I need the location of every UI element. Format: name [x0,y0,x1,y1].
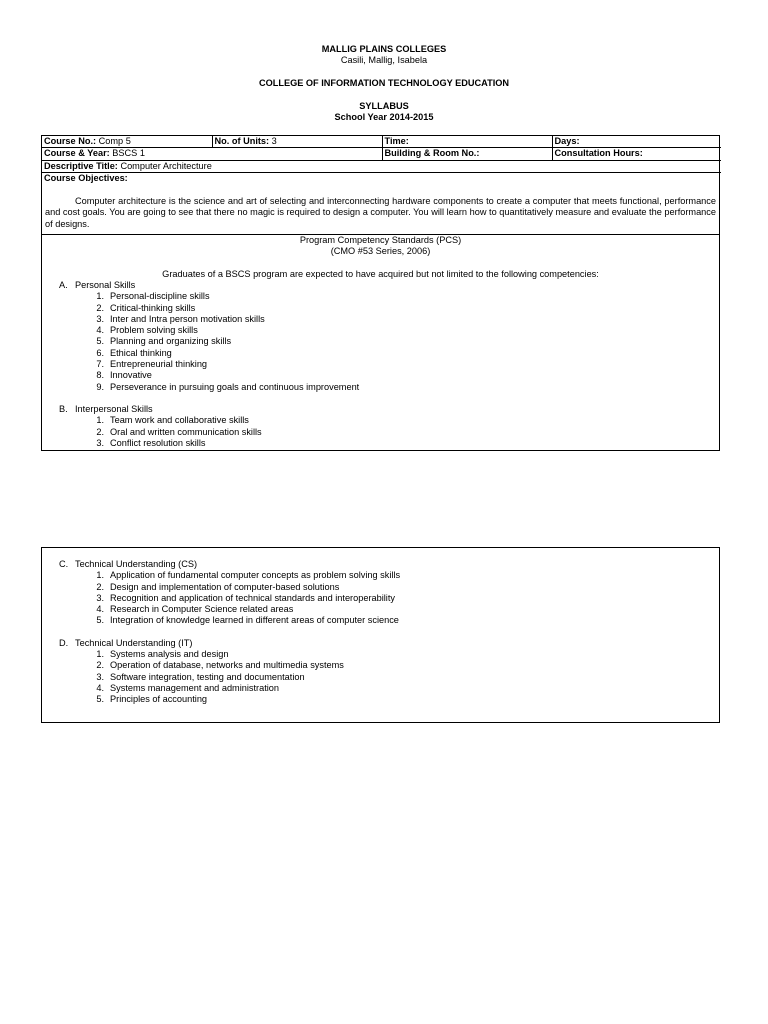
syllabus-box-page-2 [41,547,720,723]
days-label: Days: [554,136,580,146]
list-item: 6. Ethical thinking [96,347,172,358]
list-item: 5. Planning and organizing skills [96,336,232,347]
time-label: Time: [384,136,409,146]
pcs-subtitle: (CMO #53 Series, 2006) [330,246,431,257]
course-info-row [42,172,721,184]
list-item: 4. Systems management and administration [96,682,280,693]
units-label: No. of Units: [214,136,270,146]
group-name: Technical Understanding (IT) [75,637,193,648]
list-item: 1. Systems analysis and design [96,649,229,660]
list-item: 2. Operation of database, networks and multimedia systems [96,660,344,671]
list-item: 7. Entrepreneurial thinking [96,359,208,370]
pcs-section [42,235,719,449]
competency-list [42,570,719,626]
list-item: 1. Team work and collaborative skills [96,415,249,426]
group-letter: A. [59,279,68,290]
competency-list [42,649,719,705]
document-type: SYLLABUS [359,101,409,111]
list-item: 4. Research in Computer Science related areas [96,604,294,615]
consultation-label: Consultation Hours: [554,148,643,159]
college-name: COLLEGE OF INFORMATION TECHNOLOGY EDUCATION [258,78,510,88]
group-letter: C. [59,559,69,569]
list-item: 3. Inter and Intra person motivation skills [96,313,265,324]
descriptive-title-label: Descriptive Title: [44,160,118,171]
competency-list [42,291,719,393]
building-room-cell [382,148,552,160]
group-letter: B. [59,403,68,414]
group-name: Technical Understanding (CS) [75,559,198,569]
pcs-title: Program Competency Standards (PCS) [299,235,462,246]
group-title [42,404,719,415]
course-no-cell [42,136,212,148]
course-year-label: Course & Year: [44,148,110,159]
competency-list [42,415,719,449]
list-item: 9. Perseverance in pursuing goals and continuous improvement [96,381,360,392]
pcs-intro: Graduates of a BSCS program are expected to have acquired but not limited to the following competencies: [162,268,599,279]
group-title [42,638,719,649]
course-info-row [42,160,721,172]
list-item: 8. Innovative [96,370,152,381]
school-year: School Year 2014-2015 [334,112,434,122]
competency-group-technical-cs [42,559,719,627]
list-item: 3. Recognition and application of technical standards and interoperability [96,592,395,603]
competency-group-technical-it [42,638,719,706]
course-no-value: Comp 5 [98,136,131,146]
list-item: 4. Problem solving skills [96,325,198,336]
course-objectives-text: Computer architecture is the science and art of selecting and interconnecting hardware components to create a computer that meets functional, performance and cost goals. You are going to see that there no magic is required to design a computer. You will learn how to quantitatively measure and evaluate the performance of designs. [42,184,719,235]
list-item: 3. Conflict resolution skills [96,437,206,448]
days-cell [552,136,721,148]
institution-name: MALLIG PLAINS COLLEGES [321,44,447,54]
course-info-row [42,136,721,148]
course-info-table [42,136,721,184]
descriptive-title-value: Computer Architecture [120,160,212,171]
list-item: 2. Design and implementation of computer-based solutions [96,581,340,592]
units-cell [212,136,382,148]
list-item: 1. Application of fundamental computer concepts as problem solving skills [96,570,401,581]
list-item: 5. Integration of knowledge learned in different areas of computer science [96,615,399,626]
group-name: Personal Skills [75,279,136,290]
consultation-cell [552,148,721,160]
course-objectives-label: Course Objectives: [44,172,128,183]
competency-group-personal [42,280,719,393]
building-room-label: Building & Room No.: [384,148,480,159]
course-year-value: BSCS 1 [112,148,145,159]
list-item: 3. Software integration, testing and documentation [96,671,305,682]
descriptive-title-cell [42,160,721,172]
group-name: Interpersonal Skills [75,403,153,414]
course-no-label: Course No.: [44,136,97,146]
institution-address: Casili, Mallig, Isabela [340,55,428,65]
course-objectives-cell [42,172,721,184]
units-value: 3 [271,136,277,146]
time-cell [382,136,552,148]
list-item: 5. Principles of accounting [96,694,208,705]
group-letter: D. [59,637,69,648]
syllabus-box-page-1 [41,135,720,451]
course-info-row [42,148,721,160]
group-title [42,559,719,570]
competency-group-interpersonal [42,404,719,449]
list-item: 2. Oral and written communication skills [96,426,262,437]
course-year-cell [42,148,382,160]
group-title [42,280,719,291]
list-item: 2. Critical-thinking skills [96,302,196,313]
list-item: 1. Personal-discipline skills [96,291,210,302]
